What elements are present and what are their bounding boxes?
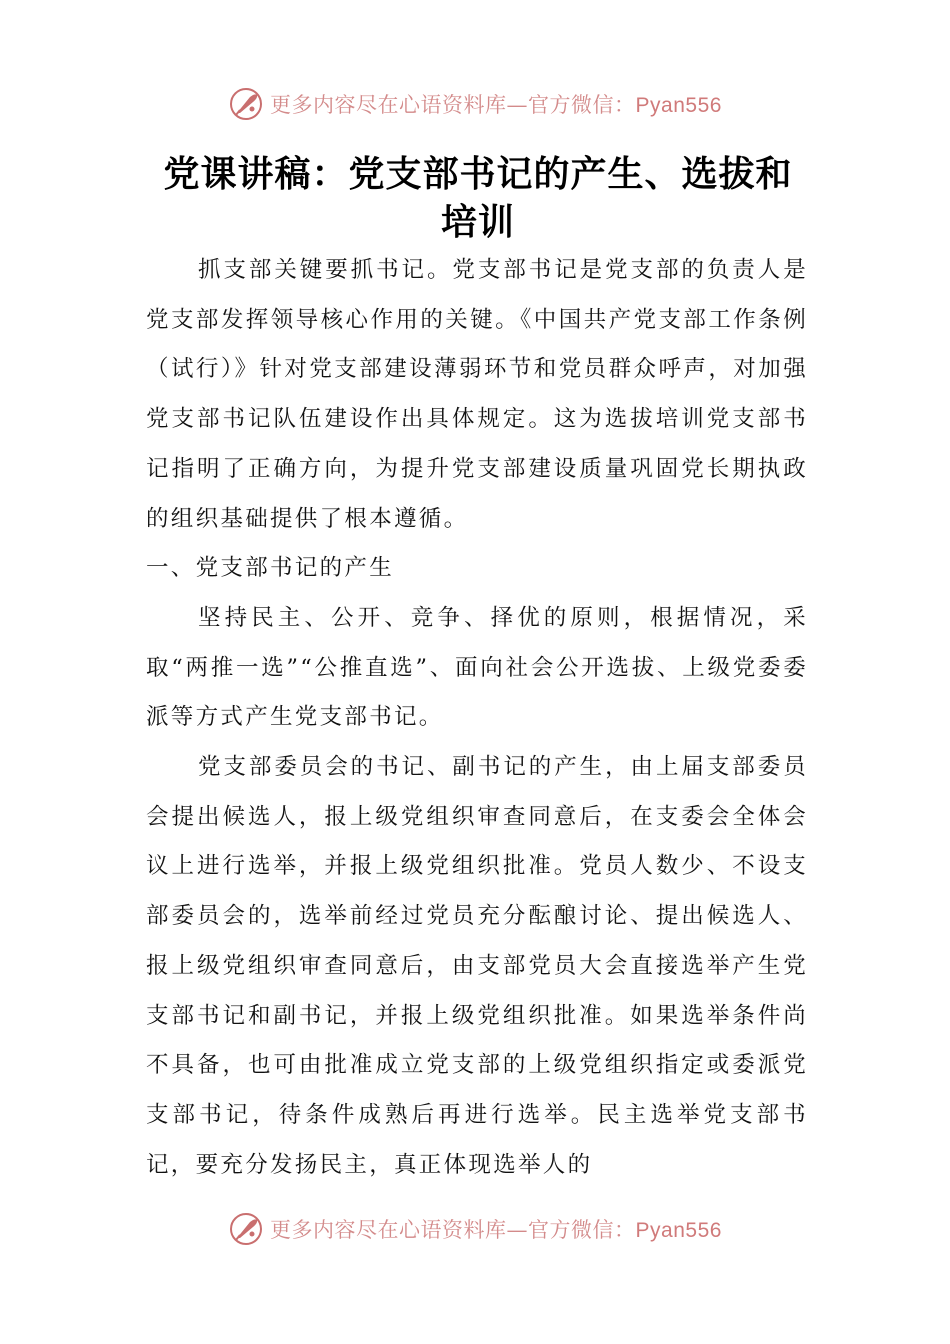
watermark-cn: 更多内容尽在心语资料库—官方微信：	[270, 1218, 636, 1242]
watermark-id: Pyan556	[635, 1219, 722, 1242]
watermark-text	[270, 1214, 722, 1244]
watermark-text	[270, 89, 722, 119]
section-paragraph-2: 党支部委员会的书记、副书记的产生，由上届支部委员会提出候选人，报上级党组织审查同意后，在支委会全体会议上进行选举，并报上级党组织批准。党员人数少、不设支部委员会的，选举前经过党员充分酝酿讨论、提出候选人、报上级党组织审查同意后，由支部党员大会直接选举产生党支部书记和副书记，并报上级党组织批准。如果选举条件尚不具备，也可由批准成立党支部的上级党组织指定或委派党支部书记，待条件成熟后再进行选举。民主选举党支部书记，要充分发扬民主，真正体现选举人的	[146, 754, 808, 1178]
section-paragraph-1: 坚持民主、公开、竞争、择优的原则，根据情况，采取“两推一选”“公推直选”、面向社会公开选拔、上级党委委派等方式产生党支部书记。	[146, 604, 808, 731]
document-body	[146, 246, 808, 1190]
quill-logo-icon	[228, 1211, 264, 1247]
watermark-cn: 更多内容尽在心语资料库—官方微信：	[270, 93, 636, 117]
watermark-id: Pyan556	[635, 94, 722, 117]
header-watermark	[0, 84, 950, 124]
section-heading: 一、党支部书记的产生	[146, 555, 395, 582]
intro-paragraph: 抓支部关键要抓书记。党支部书记是党支部的负责人是党支部发挥领导核心作用的关键。《中国共产党支部工作条例（试行）》针对党支部建设薄弱环节和党员群众呼声，对加强党支部书记队伍建设作出具体规定。这为选拔培训党支部书记指明了正确方向，为提升党支部建设质量巩固党长期执政的组织基础提供了根本遵循。	[146, 257, 808, 532]
quill-logo-icon	[228, 86, 264, 122]
document-title: 党课讲稿：党支部书记的产生、选拔和培训	[163, 153, 793, 243]
footer-watermark	[0, 1209, 950, 1249]
